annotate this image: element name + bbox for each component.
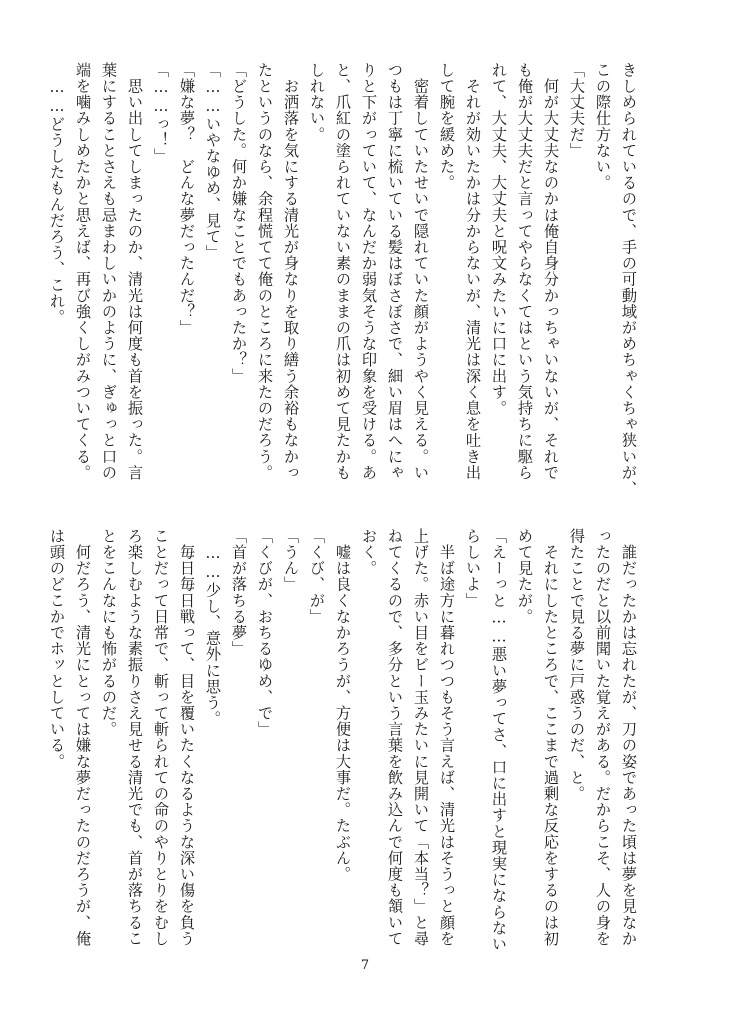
text-line: この際仕方ない。 — [594, 62, 612, 191]
text-line: 毎日毎日戦って、目を覆いたくなるような深い傷を負う — [178, 528, 196, 947]
text-line: 何だろう、清光にとっては嫌な夢だったのだろうが、俺 — [74, 528, 92, 947]
text-line: 半ば途方に暮れつつもそう言えば、清光はそうっと顔を — [438, 528, 456, 947]
text-line: 得たことで見る夢に戸惑うのだ、と。 — [568, 528, 586, 802]
text-line: きしめられているので、手の可動域がめちゃくちゃ狭いが、 — [620, 62, 638, 497]
text-line: ことだって日常で、斬って斬られての命のやりとりをむし — [152, 528, 170, 947]
top-text-block — [48, 62, 642, 497]
text-line: 「どうした。何か嫌なことでもあったか？」 — [230, 62, 248, 384]
text-line: それにしたところで、ここまで過剰な反応をするのは初 — [542, 528, 560, 947]
text-line: 「うん」 — [282, 528, 300, 593]
text-line: おく。 — [360, 528, 378, 577]
text-line: して腕を緩めた。 — [438, 62, 456, 191]
text-line: 「くびが、おちるゆめ、で」 — [256, 528, 274, 738]
text-line: 密着していたせいで隠れていた顔がようやく見える。い — [412, 62, 430, 481]
top-column-row — [44, 62, 642, 497]
text-line: も俺が大丈夫だと言ってやらなくてはという気持ちに駆ら — [516, 62, 534, 481]
bottom-text-block — [48, 528, 642, 958]
bottom-column-row — [44, 528, 642, 958]
text-line: 端を噛みしめたかと思えば、再び強くしがみついてくる。 — [74, 62, 92, 481]
text-line: つもは丁寧に梳いている髪はぼさぼさで、細い眉はへにゃ — [386, 62, 404, 481]
text-line: 「首が落ちる夢」 — [230, 528, 248, 657]
text-line: 「……っ！」 — [152, 62, 170, 165]
text-line: しれない。 — [308, 62, 326, 143]
text-line: ……少し、意外に思う。 — [204, 528, 222, 727]
text-line: 「嫌な夢？ どんな夢だったんだ？」 — [178, 62, 196, 336]
text-line: らしいよ」 — [464, 528, 482, 609]
text-line: めて見たが。 — [516, 528, 534, 625]
text-line: れて、大丈夫、大丈夫と呪文みたいに口に出す。 — [490, 62, 508, 417]
text-line: ろ楽しむような素振りさえ見せる清光でも、首が落ちるこ — [126, 528, 144, 947]
text-line: は頭のどこかでホッとしている。 — [48, 528, 66, 770]
text-line: たというのなら、余程慌てて俺のところに来たのだろう。 — [256, 62, 274, 481]
text-line: 「えーっと……悪い夢ってさ、口に出すと現実にならない — [490, 528, 508, 953]
text-line: お洒落を気にする清光が身なりを取り繕う余裕もなかっ — [282, 62, 300, 481]
text-line: ねてくるので、多分という言葉を飲み込んで何度も頷いて — [386, 528, 404, 947]
text-line: 何が大丈夫なのかは俺自身分かっちゃいないが、それで — [542, 62, 560, 481]
text-line: それが効いたかは分からないが、清光は深く息を吐き出 — [464, 62, 482, 481]
text-line: 嘘は良くなかろうが、方便は大事だ。たぶん。 — [334, 528, 352, 883]
text-line: ……どうしたもんだろう、これ。 — [48, 62, 66, 326]
text-line: りと下がっていて、なんだか弱気そうな印象を受ける。あ — [360, 62, 378, 481]
text-line: 「……いやなゆめ、見て」 — [204, 62, 222, 261]
text-line: 「大丈夫だ」 — [568, 62, 586, 159]
page-number: 7 — [360, 958, 370, 973]
text-line: 誰だったかは忘れたが、刀の姿であった頃は夢を見なか — [620, 528, 638, 947]
text-line: と、爪紅の塗られていない素のままの爪は初めて見たかも — [334, 62, 352, 481]
text-line: 上げた。赤い目をビー玉みたいに見開いて「本当？」と尋 — [412, 528, 430, 947]
text-line: 思い出してしまったのか、清光は何度も首を振った。言 — [126, 62, 144, 481]
text-line: 「くび、が」 — [308, 528, 326, 625]
text-line: ったのだと以前聞いた覚えがある。だからこそ、人の身を — [594, 528, 612, 947]
text-line: 葉にすることさえも忌まわしいかのように、ぎゅっと口の — [100, 62, 118, 481]
text-line: とをこんなにも怖がるのだ。 — [100, 528, 118, 738]
